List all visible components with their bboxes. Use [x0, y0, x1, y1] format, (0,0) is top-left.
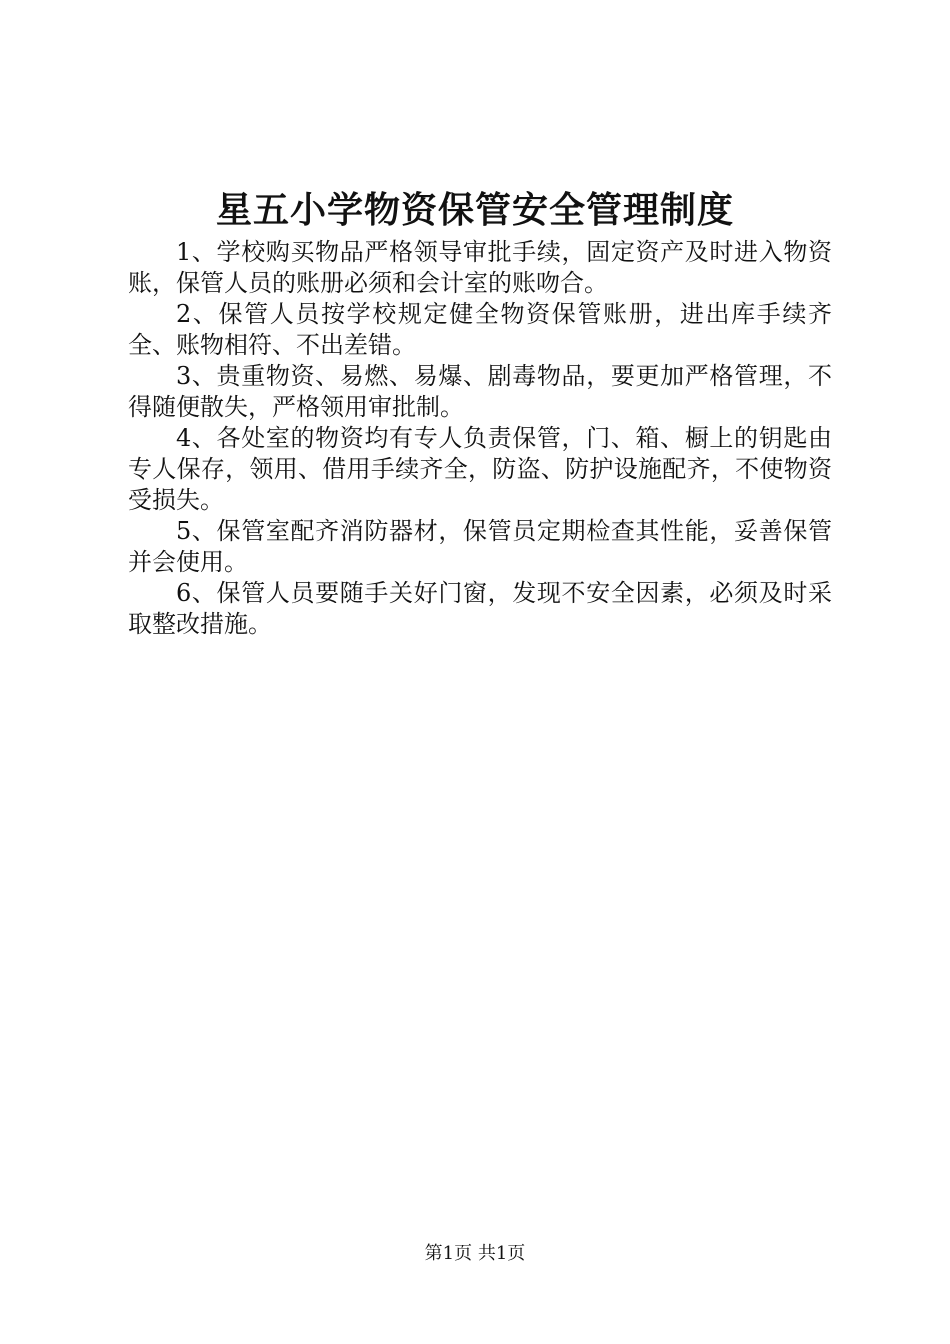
page-footer: 第1页 共1页: [424, 1243, 526, 1264]
document-title: 星五小学物资保管安全管理制度: [215, 189, 734, 231]
document-body: [128, 237, 832, 640]
paragraph-3: 3、贵重物资、易燃、易爆、剧毒物品，要更加严格管理，不得随便散失，严格领用审批制。: [128, 362, 832, 421]
paragraph-2: 2、保管人员按学校规定健全物资保管账册，进出库手续齐全、账物相符、不出差错。: [128, 300, 832, 359]
paragraph-5: 5、保管室配齐消防器材，保管员定期检查其性能，妥善保管并会使用。: [128, 517, 832, 576]
paragraph-6: 6、保管人员要随手关好门窗，发现不安全因素，必须及时采取整改措施。: [128, 579, 832, 638]
paragraph-1: 1、学校购买物品严格领导审批手续，固定资产及时进入物资账，保管人员的账册必须和会计室的账吻合。: [128, 238, 832, 297]
paragraph-4: 4、各处室的物资均有专人负责保管，门、箱、橱上的钥匙由专人保存，领用、借用手续齐全，防盗、防护设施配齐，不使物资受损失。: [128, 424, 832, 514]
